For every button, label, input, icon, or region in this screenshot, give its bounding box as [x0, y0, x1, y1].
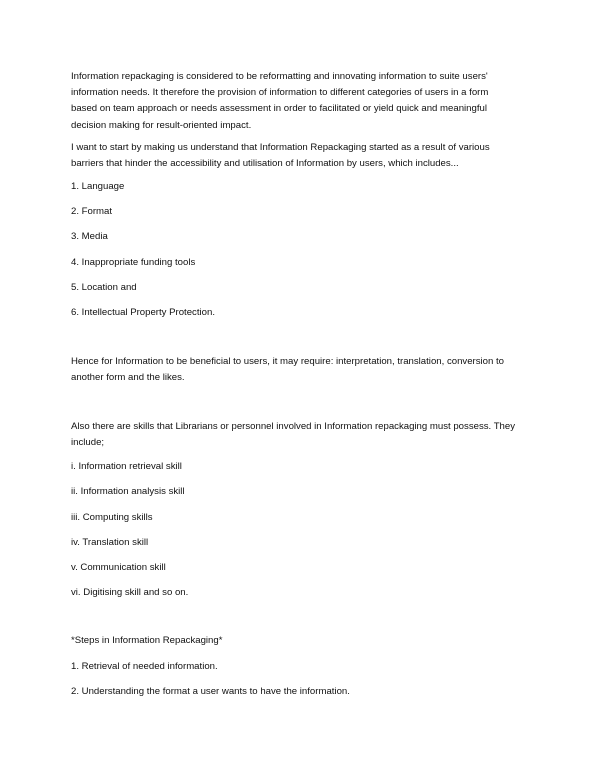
barriers-intro-paragraph: [71, 140, 541, 172]
barriers-intro-line: I want to start by making us understand that Information Repackaging started as a result of various: [71, 142, 490, 153]
hence-line: another form and the likes.: [71, 372, 185, 384]
skills-intro-paragraph: [71, 419, 541, 451]
intro-line: Information repackaging is considered to be reformatting and innovating information to suite users': [71, 71, 488, 82]
intro-line: decision making for result-oriented impact.: [71, 119, 252, 131]
skill-item: v. Communication skill: [71, 562, 166, 573]
barriers-intro-line: barriers that hinder the accessibility and utilisation of Information by users, which includes...: [71, 158, 459, 170]
skill-item: vi. Digitising skill and so on.: [71, 587, 189, 598]
skill-item: iv. Translation skill: [71, 537, 149, 548]
skill-item: iii. Computing skills: [71, 512, 153, 523]
skill-item: i. Information retrieval skill: [71, 461, 182, 472]
barrier-item: 5. Location and: [71, 282, 137, 293]
barrier-item: 6. Intellectual Property Protection.: [71, 307, 215, 318]
skill-item: ii. Information analysis skill: [71, 486, 185, 497]
barrier-item: 1. Language: [71, 181, 125, 192]
barrier-item: 3. Media: [71, 231, 108, 242]
intro-line: based on team approach or needs assessment in order to facilitated or yield quick and meaningful: [71, 103, 487, 115]
hence-line: Hence for Information to be beneficial to users, it may require: interpretation, translation, conversion to: [71, 356, 505, 367]
intro-paragraph: [71, 69, 541, 134]
skills-intro-line: Also there are skills that Librarians or personnel involved in Information repackaging must possess. They: [71, 421, 516, 432]
step-item: 1. Retrieval of needed information.: [71, 661, 218, 672]
skills-intro-line: include;: [71, 437, 105, 449]
steps-heading: *Steps in Information Repackaging*: [71, 635, 223, 646]
hence-paragraph: [71, 354, 541, 386]
intro-line: information needs. It therefore the provision of information to different categories of users in a form: [71, 87, 489, 99]
barrier-item: 2. Format: [71, 206, 113, 217]
step-item: 2. Understanding the format a user wants to have the information.: [71, 686, 350, 697]
barrier-item: 4. Inappropriate funding tools: [71, 257, 196, 268]
